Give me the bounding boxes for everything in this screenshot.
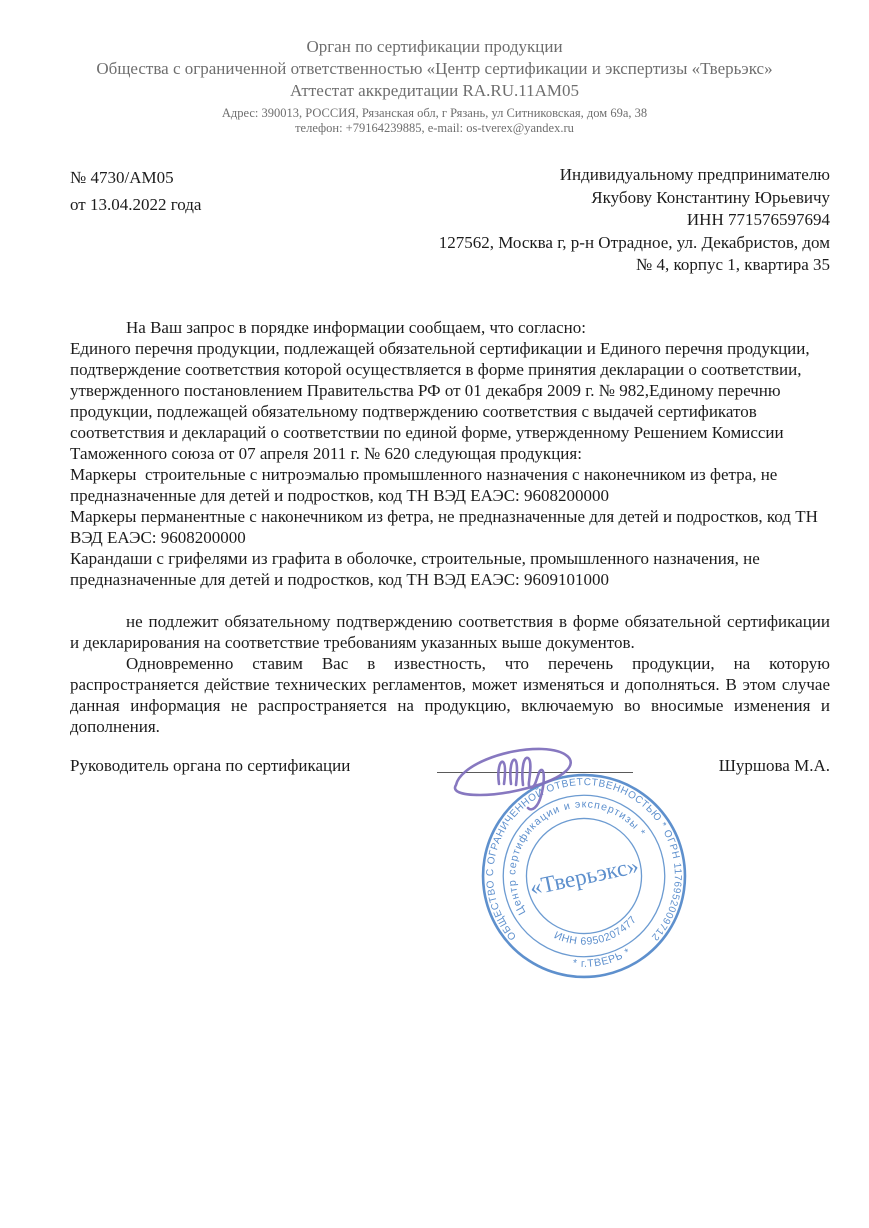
product-item: Карандаши с грифелями из графита в оболочке, строительные, промышленного назначения, не предназначенные для детей и подростков, код ТН ВЭД ЕАЭС: 9609101000 (70, 548, 765, 589)
recipient-line: № 4, корпус 1, квартира 35 (636, 255, 830, 274)
stamp-city-text: * г.ТВЕРЬ * (572, 945, 633, 970)
letterhead-org-name: Общества с ограниченной ответственностью «Центр сертификации и экспертизы «Тверьэкс» (96, 59, 773, 78)
reference-block (70, 164, 201, 218)
stamp-inn-text: ИНН 6950207477 (552, 913, 640, 948)
signature-scribble (446, 738, 588, 816)
letterhead (0, 0, 869, 136)
conclusion-paragraph-1: не подлежит обязательному подтверждению соответствия в форме обязательной сертификации и декларирования на соответствие требованиям указанных выше документов. (70, 611, 830, 652)
recipient-line: Якубову Константину Юрьевичу (591, 187, 830, 207)
reference-recipient-row (70, 164, 830, 277)
signer-name: Шуршова М.А. (718, 755, 830, 775)
stamp-center-text: «Тверьэкс» (527, 852, 641, 902)
intro-paragraph: На Ваш запрос в порядке информации сообщаем, что согласно: (126, 317, 586, 337)
letter-number: № 4730/АМ05 (70, 168, 174, 187)
product-item: Маркеры строительные с нитроэмалью промышленного назначения с наконечником из фетра, не предназначенные для детей и подростков, код ТН ВЭД ЕАЭС: 9608200000 (70, 464, 782, 505)
letterhead-contacts: телефон: +79164239885, e-mail: os-tverex@yandex.ru (295, 121, 574, 135)
conclusion-paragraph-2: Одновременно ставим Вас в известность, что перечень продукции, на которую распространяется действие технических регламентов, может изменяться и дополняться. В этом случае данная информация не распространяется на продукцию, включаемую во вносимые изменения и дополнения. (70, 653, 830, 736)
recipient-line: ИНН 771576597694 (686, 210, 830, 229)
letterhead-address: Адрес: 390013, РОССИЯ, Рязанская обл, г Рязань, ул Ситниковская, дом 69а, 38 (221, 106, 648, 120)
stamp-outer-ring-text: ОБЩЕСТВО С ОГРАНИЧЕННОЙ ОТВЕТСТВЕННОСТЬЮ * ОГРН 1176952009712 (485, 777, 683, 943)
stamp-inner-ring-text: Центр сертификации и экспертизы * (506, 798, 648, 917)
signer-title: Руководитель органа по сертификации (70, 755, 351, 775)
recipient-line: 127562, Москва г, р-н Отрадное, ул. Декабристов, дом (438, 232, 830, 252)
letter-body (70, 317, 830, 737)
letter-date: от 13.04.2022 года (70, 195, 202, 214)
letterhead-org-type: Орган по сертификации продукции (306, 37, 563, 56)
recipient-block (439, 164, 830, 277)
product-item: Маркеры перманентные с наконечником из фетра, не предназначенные для детей и подростков, код ТН ВЭД ЕАЭС: 9608200000 (70, 506, 823, 547)
legal-paragraph: Единого перечня продукции, подлежащей обязательной сертификации и Единого перечня продукции, подтверждение соответствия которой осуществляется в форме принятия декларации о соответствии, утвержденного постановлением Правительства РФ от 01 декабря 2009 г. № 982,Единому перечню продукции, подлежащей обязательному подтверждению соответствия с выдачей сертификатов соответствия и деклараций о соответствии по единой форме, утвержденному Решением Комиссии Таможенного союза от 07 апреля 2011 г. № 620 следующая продукция: (70, 338, 810, 463)
letterhead-accreditation: Аттестат аккредитации RA.RU.11AM05 (289, 81, 580, 100)
recipient-line: Индивидуальному предпринимателю (559, 165, 830, 184)
